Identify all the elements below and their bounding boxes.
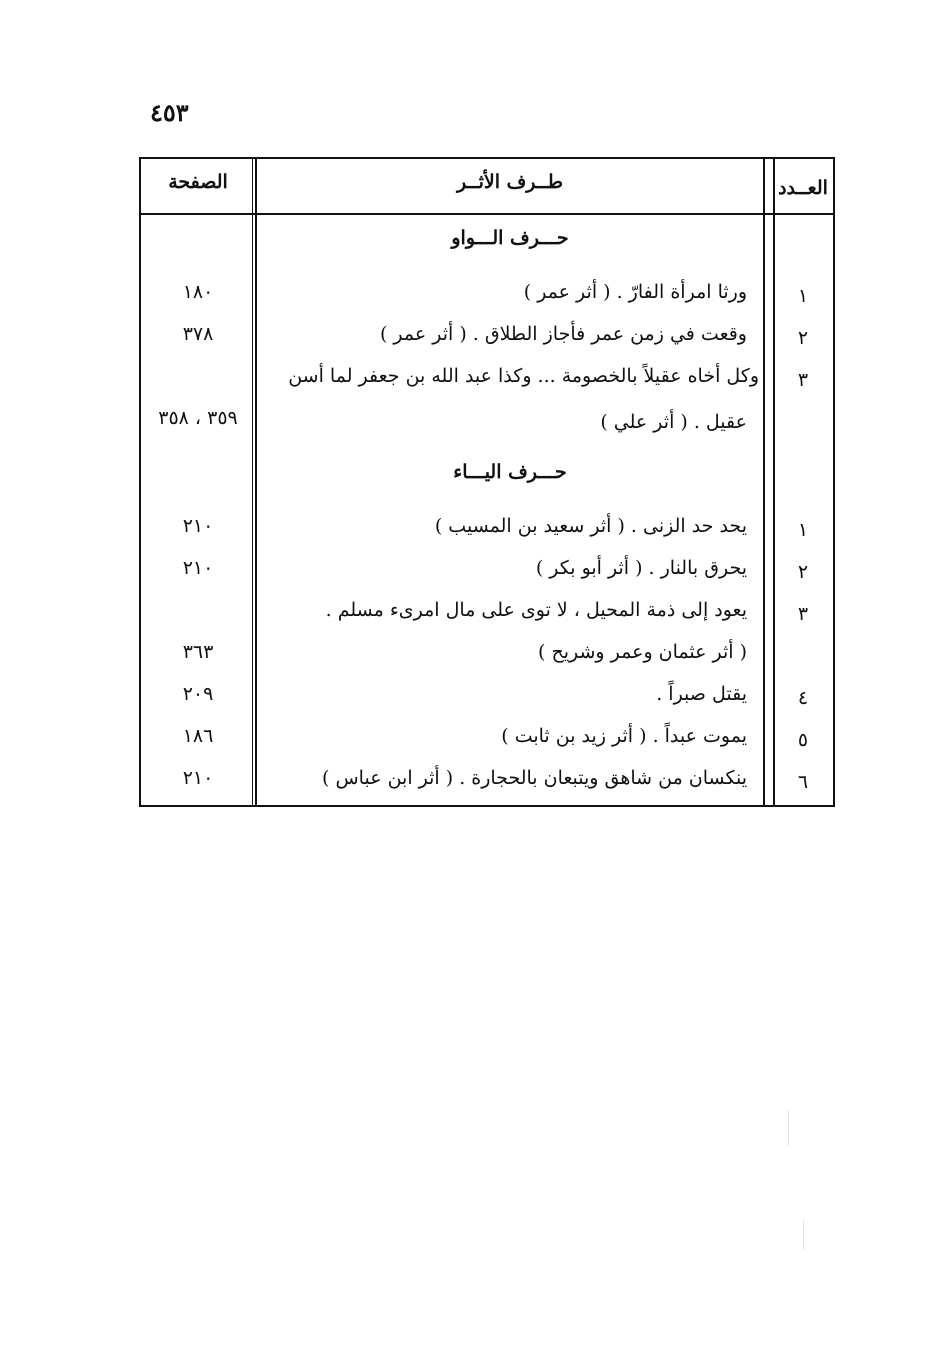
row-number: ١ [797, 285, 809, 307]
row-page: ١٨٦ [182, 725, 214, 747]
row-page: ٣٥٩ ، ٣٥٨ [158, 407, 238, 429]
section-title-ya: حـــرف اليـــاء [453, 461, 567, 483]
row-page: ١٨٠ [182, 281, 214, 303]
table-row [141, 323, 833, 357]
row-page: ٣٧٨ [182, 323, 214, 345]
row-page: ٢١٠ [182, 767, 214, 789]
row-text: وكل أخاه عقيلاً بالخصومة ... وكذا عبد الله بن جعفر لما أسن [288, 365, 759, 387]
row-text: يعود إلى ذمة المحيل ، لا توى على مال امرىء مسلم . [325, 599, 747, 621]
row-text: ينكسان من شاهق ويتبعان بالحجارة . ( أثر ابن عباس ) [322, 767, 747, 789]
table-row [141, 557, 833, 591]
table-row [141, 683, 833, 717]
header-count: العــدد [778, 177, 828, 199]
table-row [141, 281, 833, 315]
scan-artifact [788, 1110, 789, 1146]
header-divider [141, 213, 833, 215]
header-text: طــرف الأثــر [456, 171, 564, 193]
row-number: ٣ [797, 603, 809, 625]
table-row [141, 599, 833, 679]
table-row [141, 515, 833, 549]
table-row [141, 725, 833, 759]
row-text: يحرق بالنار . ( أثر أبو بكر ) [535, 557, 747, 579]
row-text: يموت عبداً . ( أثر زيد بن ثابت ) [501, 725, 747, 747]
row-text-continued: عقيل . ( أثر علي ) [600, 411, 747, 433]
row-text: وقعت في زمن عمر فأجاز الطلاق . ( أثر عمر ) [379, 323, 747, 345]
row-number: ٢ [797, 327, 809, 349]
row-number: ٦ [797, 771, 809, 793]
section-title-waw: حـــرف الـــواو [451, 227, 569, 249]
row-number: ٢ [797, 561, 809, 583]
row-page: ٢٠٩ [182, 683, 214, 705]
table-row [141, 365, 833, 445]
scan-artifact [803, 1220, 804, 1250]
header-page: الصفحة [168, 171, 228, 193]
row-page: ٢١٠ [182, 515, 214, 537]
page-number: ٤٥٣ [150, 98, 189, 127]
row-number: ٤ [797, 687, 809, 709]
row-text: ورثا امرأة الفارّ . ( أثر عمر ) [523, 281, 747, 303]
row-text: يقتل صبراً . [656, 683, 747, 705]
row-number: ٣ [797, 369, 809, 391]
row-number: ٥ [797, 729, 809, 751]
row-page: ٢١٠ [182, 557, 214, 579]
row-text: يحد حد الزنى . ( أثر سعيد بن المسيب ) [434, 515, 747, 537]
table-row [141, 767, 833, 801]
row-number: ١ [797, 519, 809, 541]
athar-index-table [139, 157, 835, 807]
row-text-continued: ( أثر عثمان وعمر وشريح ) [538, 641, 747, 663]
row-page: ٣٦٣ [182, 641, 214, 663]
